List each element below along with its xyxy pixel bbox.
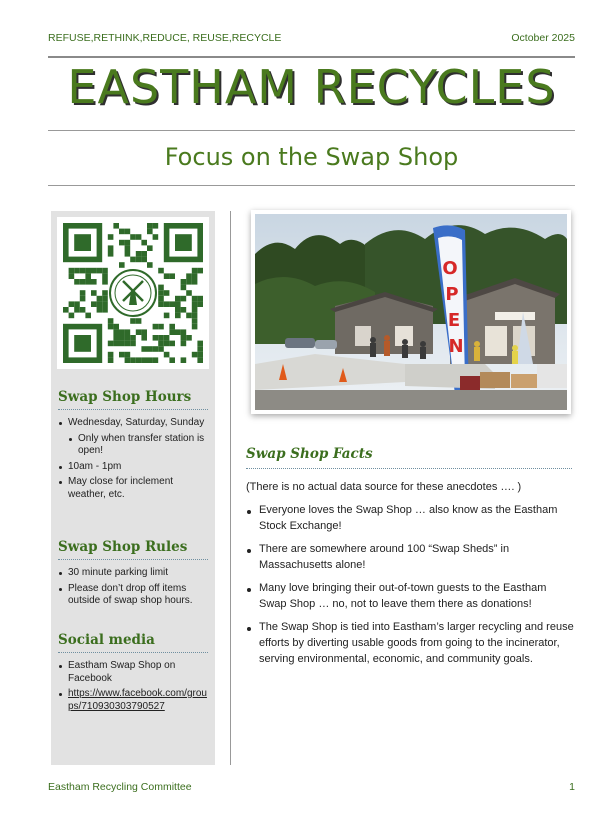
windmill-logo-icon [110,270,156,316]
photo-illustration [255,214,567,410]
facebook-group-link[interactable]: https://www.facebook.com/groups/710930303790527 [68,688,207,712]
swap-shop-photo [251,210,571,414]
rules-section [58,539,208,611]
qr-finder-pattern [63,223,102,262]
page-number: 1 [569,781,575,793]
list-item: Everyone loves the Swap Shop … also know as the Eastham Stock Exchange! [246,503,576,535]
list-item: Eastham Swap Shop on Facebook [58,660,208,685]
list-item: May close for inclement weather, etc. [58,476,208,501]
column-divider [230,211,231,765]
svg-text:E: E [447,310,461,331]
hours-heading: Swap Shop Hours [58,389,208,410]
qr-finder-pattern [63,324,102,363]
svg-text:O: O [442,258,458,279]
hours-list [58,417,208,501]
list-item: 30 minute parking limit [58,567,208,580]
qr-code-icon[interactable] [57,217,209,369]
list-item: 10am - 1pm [58,461,208,474]
list-item: The Swap Shop is tied into Eastham’s larger recycling and reuse efforts by diverting usable goods from going to the incinerator, serving environmental, economic, and community goals. [246,620,576,668]
social-section [58,632,208,716]
masthead-subtitle: Focus on the Swap Shop [164,143,459,171]
qr-finder-pattern [164,223,203,262]
hours-section [58,389,208,504]
sidebar [51,211,215,765]
list-item: Many love bringing their out-of-town guests to the Eastham Swap Shop … no, not to leave them there as donations! [246,581,576,613]
header-bar [48,32,575,44]
svg-text:P: P [445,284,459,305]
facts-list [246,503,576,674]
header-rule [48,56,575,58]
list-item [58,688,208,713]
masthead-rule [48,130,575,131]
list-item: Please don’t drop off items outside of swap shop hours. [58,583,208,608]
footer [48,781,575,793]
footer-committee: Eastham Recycling Committee [48,781,192,793]
tagline: REFUSE,RETHINK,REDUCE, REUSE,RECYCLE [48,32,282,44]
social-list [58,660,208,713]
facts-intro: (There is no actual data source for these anecdotes …. ) [246,481,522,493]
rules-list [58,567,208,608]
issue-date: October 2025 [511,32,575,44]
list-item: Wednesday, Saturday, Sunday [58,417,208,430]
list-item: Only when transfer station is open! [58,433,208,458]
masthead-title: EASTHAM RECYCLES [67,60,556,114]
subtitle-rule [48,185,575,186]
social-heading: Social media [58,632,208,653]
facts-heading: Swap Shop Facts [246,446,572,469]
list-item: There are somewhere around 100 “Swap Sheds” in Massachusetts alone! [246,542,576,574]
svg-text:N: N [448,336,464,357]
rules-heading: Swap Shop Rules [58,539,208,560]
